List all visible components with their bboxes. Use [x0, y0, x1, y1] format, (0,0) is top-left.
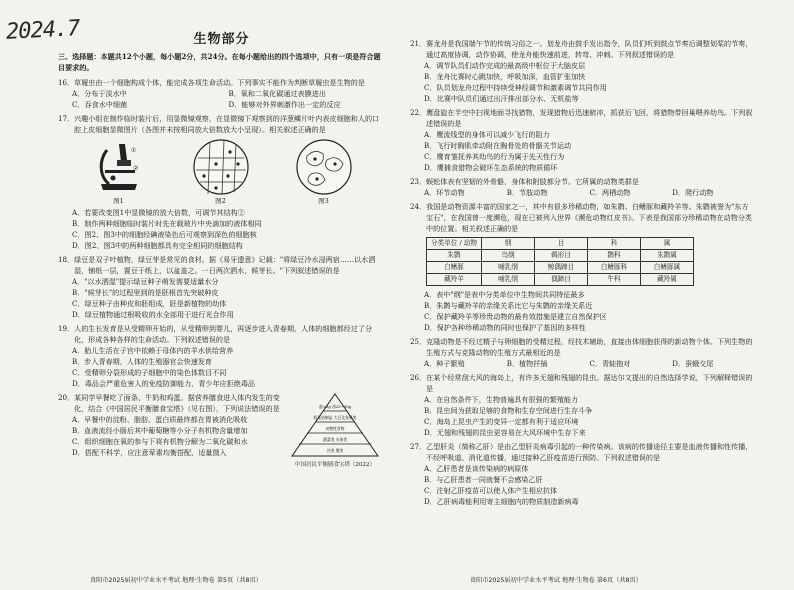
option: A．若要改变图1中显微镜的放大倍数，可调节其结构②: [72, 208, 245, 217]
table-header-row: [427, 238, 694, 250]
option: C．鹰育雏抚养其幼鸟的行为属于先天性行为: [424, 152, 565, 161]
option: B．龙舟比赛时心跳加快，呼吸加深，血管扩张加快: [424, 72, 586, 81]
figure-3: [295, 138, 353, 207]
table-cell: 鹮科: [587, 250, 640, 262]
figure-2: [192, 138, 250, 207]
left-column: [58, 34, 385, 474]
table-header-cell: 属: [640, 238, 693, 250]
pyramid-caption: 中国居民平衡膳食宝塔（2022）: [295, 462, 375, 468]
option: A．早餐中的淀粉、脂肪、蛋白质最终都在胃被消化吸收: [72, 415, 248, 424]
option: B．昆虫间为获取足够的食物和生存空间进行生存斗争: [424, 406, 593, 415]
option: C．保护藏羚羊等珍贵动物的最有效措施是建立自然保护区: [424, 312, 607, 321]
right-column: [410, 38, 755, 510]
table-cell: 白鳍豚科: [587, 262, 640, 274]
question-stem: 21．赛龙舟是我国端午节的传统习俗之一。划龙舟由鼓手发出指令，队员们听到鼓点节奏后调整划桨的节奏，通过高度协调，动作协调，使龙舟能快速前进，转弯、冲刺。下列叙述错误的是: [410, 39, 753, 59]
question-22: [410, 107, 755, 173]
question-27: [410, 441, 755, 507]
table-cell: 牛科: [587, 274, 640, 286]
question-25: [410, 336, 755, 369]
option: A．胎儿生活在子宫中依赖于母体内的羊水供给营养: [72, 346, 234, 355]
question-17: [58, 113, 385, 251]
option: A．种子繁殖: [424, 359, 465, 368]
question-20: [58, 392, 385, 471]
footer-left: 贵阳市2025届初中学业水平考试 地理·生物卷 第5页（共8页）: [90, 577, 262, 584]
table-header-cell: 分类单位 / 动物: [427, 238, 482, 250]
figure-1: [91, 140, 147, 207]
figure-caption: 图2: [215, 197, 226, 205]
table-row: [427, 262, 694, 274]
option: D．无翅和残翅的昆虫更容易在大风环境中生存下来: [424, 428, 586, 437]
table-cell: 白鳍豚: [427, 262, 482, 274]
option: A．乙肝患者是该传染病的病原体: [424, 464, 529, 473]
page-title: 生物部分: [193, 32, 250, 47]
question-24: [410, 201, 755, 333]
pyramid-level: 奶及奶制品 大豆及坚果类: [313, 415, 357, 420]
option: D．比赛中队员们通过出汗排出部分水、无机盐等: [424, 94, 579, 103]
table-cell: 白鳍豚属: [640, 262, 693, 274]
figure-caption: 图3: [318, 197, 329, 205]
option: D．爬行动物: [672, 188, 714, 197]
option: C．受精卵分裂形成的子细胞中的染色体数目不同: [72, 368, 227, 377]
microscope-icon: [91, 140, 147, 196]
option: B．"候芽长"的过程里到的是胚根首先突破种皮: [72, 288, 219, 297]
option: D．鹰捕食猎物会破坏生态系统的物质循环: [424, 163, 558, 172]
question-stem: 19．人的生长发育是从受精卵开始的，从受精卵到婴儿，再逐步进入青春期，人体的细胞都经过了分化，形成各种各样的生命活动。下列叙述错误的是: [58, 324, 373, 344]
option: B．植物扦插: [506, 359, 548, 368]
table-row: [427, 250, 694, 262]
option: C．注射乙肝疫苗可以使人体产生相应抗体: [424, 486, 558, 495]
question-stem: 24．我国是动物资源丰富的国家之一，其中有很多珍稀动物，如朱鹮、白鳍豚和藏羚羊等。朱鹮被誉为"东方宝石"，在我国曾一度濒危，现在已被列入世界《濒危动物红皮书》。下表是我国部分珍稀动物在动物分类中的位置。相关叙述正确的是: [410, 202, 753, 233]
question-stem: 25．克隆动物是不经过精子与卵细胞的受精过程，经技术辅助，直接由体细胞获得的新动物个体。下列生物的生殖方式与克隆动物的生殖方式最相近的是: [410, 337, 753, 357]
question-16: [58, 77, 385, 110]
question-21: [410, 38, 755, 104]
question-23: [410, 176, 755, 198]
option: D．乙肝病毒能利用寄主细胞内的物质制造新病毒: [424, 497, 579, 506]
option: C．队员划龙舟过程中持续受神经调节和激素调节共同作用: [424, 83, 607, 92]
option: D．搭配不科学，应注意荤素均衡搭配、适量摄入: [72, 448, 227, 457]
option: A．表中"纲"是表中分类单位中生物间共同特征最多: [424, 290, 585, 299]
cheek-cells-icon: [295, 138, 353, 196]
table-cell: 藏羚属: [640, 274, 693, 286]
pyramid-icon: [290, 392, 380, 460]
option: A．分布于淡水中: [72, 89, 127, 98]
question-stem: 18．绿豆是双子叶植物，绿豆芽是常见的食材。据《易牙遗意》记载："将绿豆冷水浸两宿……以水洒湿，铺纸一层，置豆于纸上，以盆盖之。一日两次洒水，候芽长。"下列叙述错误的是: [58, 255, 376, 275]
handwritten-date: 2024.7: [5, 16, 81, 45]
option: A．鹰流线型的身体可以减少飞行的阻力: [424, 130, 550, 139]
option: B．氧和二氧化碳通过表膜进出: [228, 89, 326, 98]
question-stem: 26．在某个经常刮大风的海岛上，有许多无翅和残翅的昆虫。据达尔文提出的自然选择学说，下列解释错误的是: [410, 373, 753, 393]
table-cell: 朱鹮属: [640, 250, 693, 262]
option: C．绿豆种子由种皮和胚组成，胚是新植物的幼体: [72, 299, 227, 308]
figure-caption: 图1: [113, 197, 124, 205]
option: D．保护各种珍稀动物的同时也保护了基因的多样性: [424, 323, 586, 332]
table-cell: 鲸偶蹄目: [534, 262, 587, 274]
pyramid-level: 谷类 薯类: [326, 448, 344, 453]
table-cell: 鸟纲: [481, 250, 534, 262]
pyramid-level: 动物性食物: [325, 426, 345, 431]
option: B．血液流经小肠后其中葡萄糖等小分子有机物含量增加: [72, 426, 248, 435]
table-cell: 哺乳纲: [481, 262, 534, 274]
table-header-cell: 目: [534, 238, 587, 250]
footer-right: 贵阳市2025届初中学业水平考试 地理·生物卷 第6页（共8页）: [470, 577, 642, 584]
question-stem: 16．草履虫由一个细胞构成个体，能完成各项生命活动。下列事实不能作为判断草履虫是生物的是: [58, 78, 365, 87]
option: A．"以水洒湿"提示绿豆种子萌发需要适量水分: [72, 277, 219, 286]
option: D．能够对外界刺激作出一定的反应: [228, 100, 341, 109]
question-26: [410, 372, 755, 438]
option: C．两栖动物: [589, 188, 631, 197]
option: C．组织细胞在氧的参与下将有机物分解为二氧化碳和水: [72, 437, 248, 446]
option: A．环节动物: [424, 188, 465, 197]
option: B．节肢动物: [506, 188, 548, 197]
table-cell: 鹈形目: [534, 250, 587, 262]
question-stem: 23．蜈蚣体表有坚韧的外骨骼，身体和附肢都分节。它所属的动物类群是: [410, 177, 639, 186]
option: D．毒品会严重危害人的免疫防御能力，青少年应拒绝毒品: [72, 379, 256, 388]
question-18: [58, 254, 385, 320]
table-cell: 藏羚羊: [427, 274, 482, 286]
option: D．蚕蛾交尾: [672, 359, 714, 368]
question-stem: 27．乙型肝炎（简称乙肝）是由乙型肝炎病毒引起的一种传染病。该病的传播途径主要是血液传播和性传播，不经呼吸道、消化道传播，通过接种乙肝疫苗进行预防。下列叙述错误的是: [410, 442, 753, 462]
table-header-cell: 纲: [481, 238, 534, 250]
option: B．飞行时胸肌牵动附在胸骨处的骨骼关节运动: [424, 141, 572, 150]
option: C．吞食水中细菌: [72, 100, 128, 109]
option: B．与乙肝患者一同就餐不会感染乙肝: [424, 475, 543, 484]
option: C．青蛙抱对: [589, 359, 631, 368]
option: D．图2、图3中的两种细胞都具有完全相同的细胞结构: [72, 241, 243, 250]
table-row: [427, 274, 694, 286]
option: C．图2、图3中的细胞经碘液染色后可观察到深色的细胞核: [72, 230, 257, 239]
onion-cells-icon: [192, 138, 250, 196]
svg-text:②: ②: [132, 165, 138, 172]
question-stem: 22．鹰盘旋在半空中扫视地面寻找猎物，发现猎物后迅速俯冲，抓获后飞回，将猎物带回巢喂养幼鸟。下列叙述错误的是: [410, 108, 753, 128]
taxonomy-table: [426, 237, 694, 286]
table-cell: 偶蹄目: [534, 274, 587, 286]
table-header-cell: 科: [587, 238, 640, 250]
table-cell: 朱鹮: [427, 250, 482, 262]
option: B．朱鹮与藏羚羊的亲缘关系比它与朱鹮的亲缘关系近: [424, 301, 593, 310]
svg-text:①: ①: [130, 147, 136, 154]
question-stem: 20．某同学早餐吃了面条、牛奶和鸡蛋。据营养膳食进入体内发生的变化，结合《中国居民平衡膳食宝塔》（见右图），下列说法错误的是: [58, 393, 280, 413]
option: C．海岛上昆虫产生的变异一定都有利于适应环境: [424, 417, 579, 426]
option: B．制作两种细胞临时装片时先在载玻片中央滴加的液体相同: [72, 219, 262, 228]
option: B．步入青春期，人体的生殖器官会快速发育: [72, 357, 212, 366]
pyramid-level: 蔬菜类 水果类: [323, 437, 347, 442]
food-pyramid: [285, 392, 385, 471]
option: A．调节队员们动作完成的最高级中枢位于大脑皮层: [424, 61, 586, 70]
question-stem: 17．兴趣小组在制作临时装片后，用显微镜观察，在显微镜下观察到的洋葱鳞片叶内表皮细胞和人的口腔上皮细胞显微图片（各图并未按相同放大倍数放大小呈现）。相关叙述正确的是: [58, 114, 380, 134]
option: D．绿豆植物通过根吸收的水全部用于进行光合作用: [72, 310, 234, 319]
option: A．在自然条件下，生物普遍具有很强的繁殖能力: [424, 395, 579, 404]
pyramid-level: 盐<5g 油25~30g: [318, 404, 352, 409]
question-19: [58, 323, 385, 389]
table-cell: 哺乳纲: [481, 274, 534, 286]
section-heading: 三、选择题：本题共12个小题，每小题2分，共24分。在每小题给出的四个选项中，只有一项是符合题目要求的。: [58, 52, 381, 72]
figure-row: [58, 135, 385, 207]
